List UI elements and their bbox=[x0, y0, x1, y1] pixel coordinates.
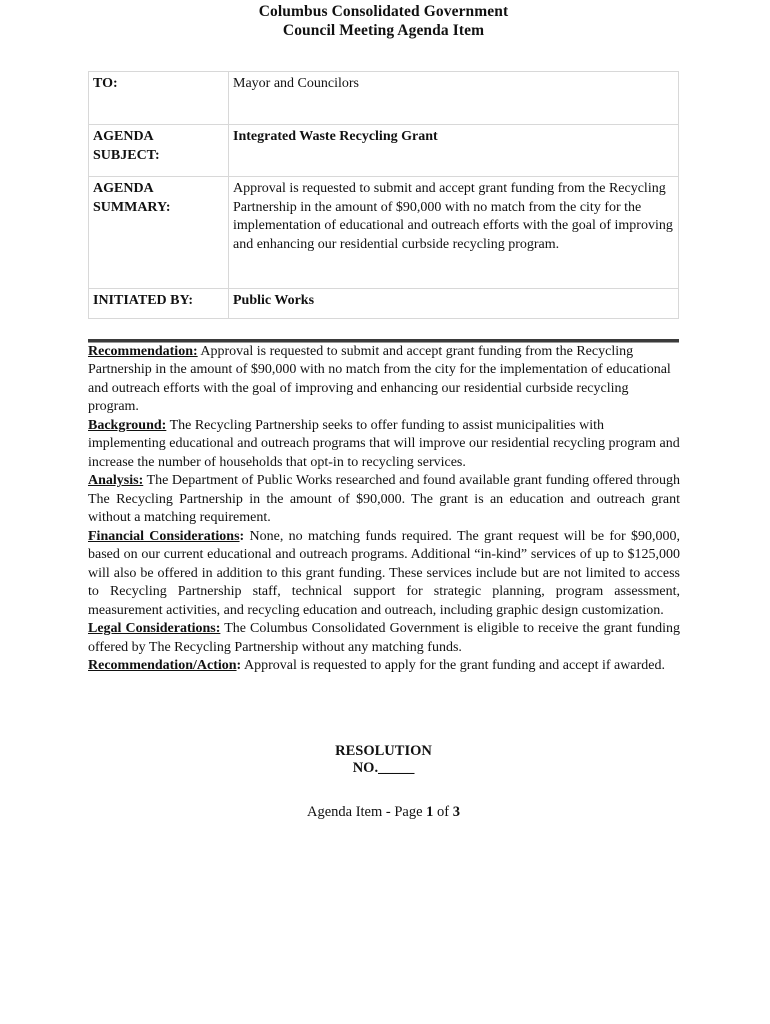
recommendation-action-body: Approval is requested to apply for the grant funding and accept if awarded. bbox=[243, 658, 665, 673]
financial-considerations-heading: Financial Considerations: bbox=[88, 528, 245, 544]
analysis-heading: Analysis: bbox=[88, 473, 144, 488]
legal-considerations-body: The Columbus Consolidated Government is eligible to receive the grant funding offered by The Recycling Partnership without any matching funds. bbox=[88, 621, 681, 655]
document-title-line1: Columbus Consolidated Government bbox=[258, 3, 509, 20]
recommendation-action-heading: Recommendation/Action: bbox=[88, 658, 242, 673]
agenda-summary-value: Approval is requested to submit and accept grant funding from the Recycling Partnership in the amount of $90,000 with no match from the city for the implementation of educational and outreach efforts with the goal of improving and enhancing our residential curbside recycling program. bbox=[229, 177, 679, 289]
agenda-subject-label: AGENDA SUBJECT: bbox=[89, 125, 229, 177]
resolution-block bbox=[88, 743, 679, 778]
agenda-summary-label: AGENDA SUMMARY: bbox=[89, 177, 229, 289]
analysis-body: The Department of Public Works researched and found available grant funding offered through The Recycling Partnership in the amount of $90,000. The grant is an education and outreach grant without a matching requirement. bbox=[88, 473, 680, 525]
resolution-no-label: NO. bbox=[352, 760, 379, 776]
footer-total-pages: 3 bbox=[452, 803, 461, 820]
resolution-title: RESOLUTION bbox=[335, 742, 432, 759]
section-recommendation-action bbox=[88, 657, 680, 676]
resolution-number-line bbox=[88, 760, 679, 778]
recommendation-heading: Recommendation: bbox=[88, 343, 198, 359]
table-row-agenda-subject bbox=[89, 125, 679, 177]
table-row-initiated-by bbox=[89, 289, 679, 319]
section-financial-considerations bbox=[88, 528, 680, 621]
table-row-to bbox=[89, 72, 679, 125]
to-label: TO: bbox=[89, 72, 229, 125]
resolution-number-blank: _____ bbox=[378, 760, 415, 776]
footer-prefix: Agenda Item - Page bbox=[306, 803, 427, 820]
recommendation-body: Approval is requested to submit and accept grant funding from the Recycling Partnership in the amount of $90,000 with no match from the city for the implementation of educational and outreach efforts with the goal of improving and enhancing our residential curbside recycling program. bbox=[88, 343, 671, 414]
table-row-agenda-summary bbox=[89, 177, 679, 289]
background-heading: Background: bbox=[88, 417, 167, 433]
section-analysis bbox=[88, 472, 680, 528]
section-legal-considerations bbox=[88, 620, 680, 657]
footer-of-text: of bbox=[433, 803, 453, 820]
to-value: Mayor and Councilors bbox=[229, 72, 679, 125]
section-recommendation bbox=[88, 343, 680, 417]
legal-considerations-heading: Legal Considerations: bbox=[88, 621, 221, 636]
background-body: The Recycling Partnership seeks to offer funding to assist municipalities with implementing educational and outreach programs that will improve our residential recycling program and increase the number of households that opt-in to recycling services. bbox=[88, 417, 680, 470]
agenda-subject-value: Integrated Waste Recycling Grant bbox=[229, 125, 679, 177]
footer-page-number: 1 bbox=[426, 803, 434, 820]
initiated-by-label: INITIATED BY: bbox=[89, 289, 229, 319]
section-background bbox=[88, 417, 680, 473]
document-title-line2: Council Meeting Agenda Item bbox=[282, 22, 485, 39]
document-title bbox=[88, 0, 679, 40]
financial-considerations-body: None, no matching funds required. The grant request will be for $90,000, based on our current educational and outreach programs. Additional “in-kind” services of up to $125,000 will also be offered in addition to this grant funding. These services include but are not limited to access to Recycling Partnership staff, technical support for strategic planning, program assessment, measurement activities, and recycling education and outreach, including graphic design customization. bbox=[88, 528, 681, 618]
page-footer bbox=[88, 804, 679, 821]
agenda-info-table bbox=[88, 71, 679, 319]
initiated-by-value: Public Works bbox=[229, 289, 679, 319]
